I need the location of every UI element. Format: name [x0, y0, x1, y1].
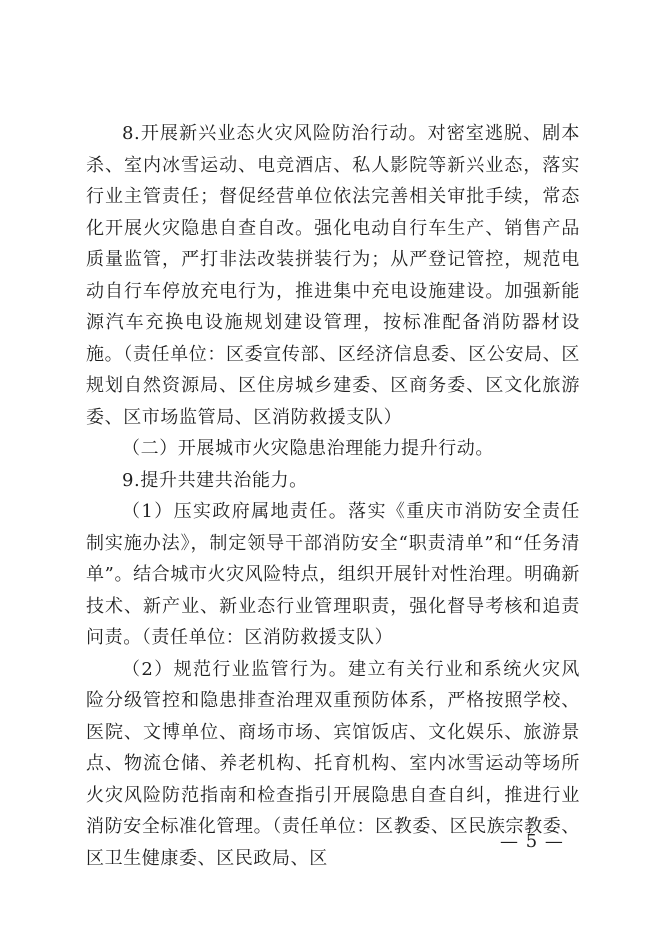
paragraph-item-8: 8.开展新兴业态火灾风险防治行动。对密室逃脱、剧本杀、室内冰雪运动、电竞酒店、私人影院等新兴业态，落实行业主管责任；督促经营单位依法完善相关审批手续，常态化开展火灾隐患自查自改。强化电动自行车生产、销售产品质量监管，严打非法改装拼装行为；从严登记管控，规范电动自行车停放充电行为，推进集中充电设施建设。加强新能源汽车充换电设施规划建设管理，按标准配备消防器材设施。（责任单位：区委宣传部、区经济信息委、区公安局、区规划自然资源局、区住房城乡建委、区商务委、区文化旅游委、区市场监管局、区消防救援支队）: [86, 123, 580, 428]
paragraph-subitem-1: （1）压实政府属地责任。落实《重庆市消防安全责任制实施办法》，制定领导干部消防安全“职责清单”和“任务清单”。结合城市火灾风险特点，组织开展针对性治理。明确新技术、新产业、新业态行业管理职责，强化督导考核和追责问责。（责任单位：区消防救援支队）: [86, 501, 580, 648]
paragraph-item-9: 9.提升共建共治能力。: [122, 469, 308, 491]
section-heading-2: （二）开展城市火灾隐患治理能力提升行动。: [122, 438, 494, 459]
paragraph-subitem-2: （2）规范行业监管行为。建立有关行业和系统火灾风险分级管控和隐患排查治理双重预防体系，严格按照学校、医院、文博单位、商场市场、宾馆饭店、文化娱乐、旅游景点、物流仓储、养老机构、托育机构、室内冰雪运动等场所火灾风险防范指南和检查指引开展隐患自查自纠，推进行业消防安全标准化管理。（责任单位：区教委、区民族宗教委、区卫生健康委、区民政局、区: [86, 658, 580, 869]
page-number: — 5 —: [500, 831, 564, 852]
document-body: [86, 118, 580, 874]
